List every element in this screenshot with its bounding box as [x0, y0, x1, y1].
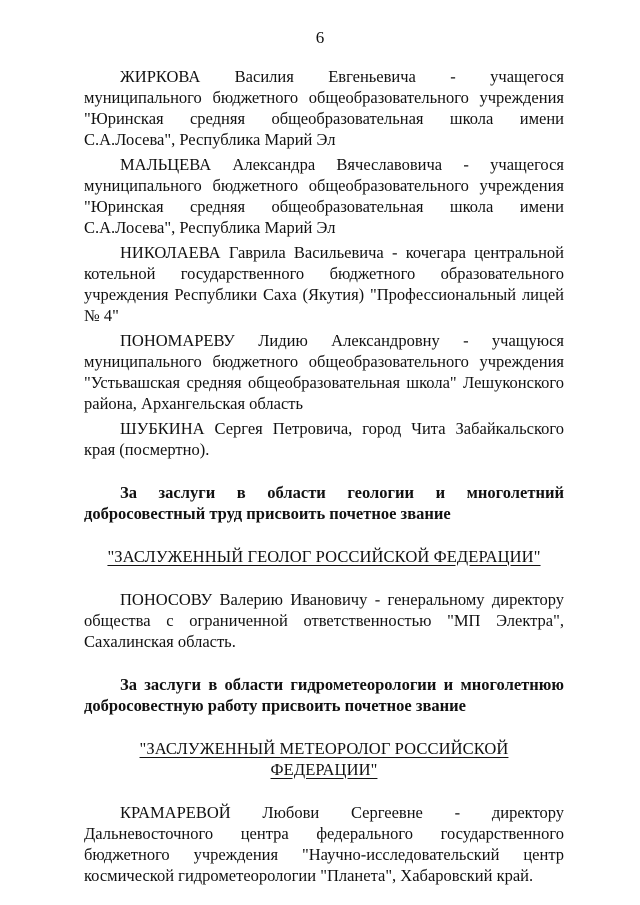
award-title-geologist: "ЗАСЛУЖЕННЫЙ ГЕОЛОГ РОССИЙСКОЙ ФЕДЕРАЦИИ"	[107, 547, 541, 566]
section-heading-hydrometeorology: За заслуги в области гидрометеорологии и многолетнюю добросовестную работу присвоить почетное звание	[84, 675, 564, 715]
award-entry-ponomareva: ПОНОМАРЕВУ Лидию Александровну - учащуюся муниципального бюджетного общеобразовательного учреждения "Устьвашская средняя общеобразовательная школа" Лешуконского района, Архангельская область	[84, 331, 564, 413]
award-entry-zhirkov: ЖИРКОВА Василия Евгеньевича - учащегося муниципального бюджетного общеобразовательного учреждения "Юринская средняя общеобразовательная школа имени С.А.Лосева", Республика Марий Эл	[84, 67, 564, 149]
award-entry-maltsev: МАЛЬЦЕВА Александра Вячеславовича - учащегося муниципального бюджетного общеобразовательного учреждения "Юринская средняя общеобразовательная школа имени С.А.Лосева", Республика Марий Эл	[84, 155, 564, 237]
section-heading-geology: За заслуги в области геологии и многолетний добросовестный труд присвоить почетное звание	[84, 483, 564, 523]
document-body	[84, 66, 564, 890]
award-entry-shubkin: ШУБКИНА Сергея Петровича, город Чита Забайкальского края (посмертно).	[84, 419, 564, 459]
award-entry-ponosov: ПОНОСОВУ Валерию Ивановичу - генеральному директору общества с ограниченной ответственностью "МП Электра", Сахалинская область.	[84, 590, 564, 651]
award-entry-nikolaev: НИКОЛАЕВА Гаврила Васильевича - кочегара центральной котельной государственного бюджетного образовательного учреждения Республики Саха (Якутия) "Профессиональный лицей № 4"	[84, 243, 564, 325]
award-entry-kramareva: КРАМАРЕВОЙ Любови Сергеевне - директору Дальневосточного центра федерального государственного бюджетного учреждения "Научно-исследовательский центр космической гидрометеорологии "Планета", Хабаровский край.	[84, 803, 564, 885]
page-number: 6	[315, 28, 325, 47]
award-title-meteorologist: "ЗАСЛУЖЕННЫЙ МЕТЕОРОЛОГ РОССИЙСКОЙ ФЕДЕРАЦИИ"	[139, 739, 509, 779]
